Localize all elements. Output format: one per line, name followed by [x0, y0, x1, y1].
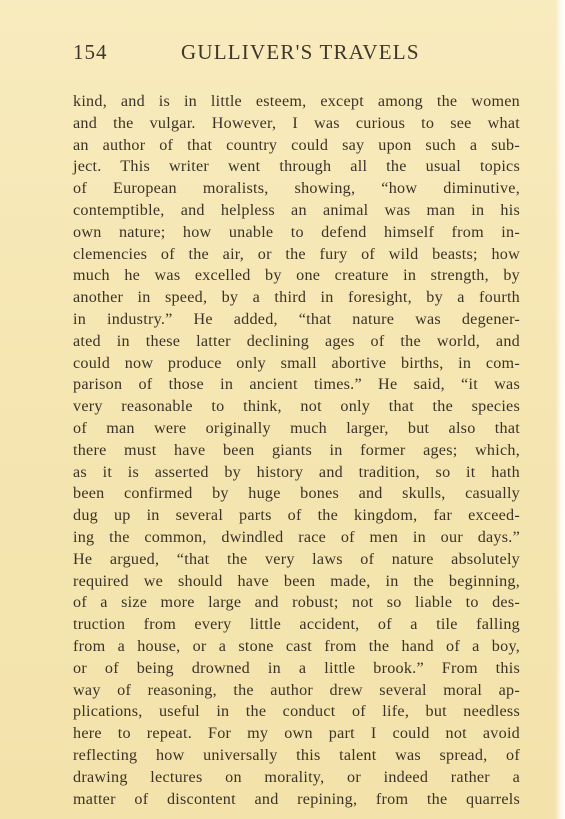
text-line: of a size more large and robust; not so liable to des-	[73, 594, 520, 612]
text-line: matter of discontent and repining, from the quarrels	[73, 790, 520, 808]
text-line: in industry.” He added, “that nature was degener-	[73, 310, 520, 328]
text-line: truction from every little accident, of a tile falling	[73, 616, 520, 634]
text-line: required we should have been made, in the beginning,	[73, 572, 520, 590]
running-title: GULLIVER'S TRAVELS	[181, 40, 420, 64]
text-line: way of reasoning, the author drew several moral ap-	[73, 681, 520, 699]
text-line: and the vulgar. However, I was curious to see what	[73, 114, 520, 132]
text-line: clemencies of the air, or the fury of wild beasts; how	[73, 245, 520, 263]
text-line: parison of those in ancient times.” He said, “it was	[73, 376, 520, 394]
text-line: another in speed, by a third in foresight, by a fourth	[73, 289, 520, 307]
text-line: could now produce only small abortive births, in com-	[73, 354, 520, 372]
text-line: plications, useful in the conduct of life, but needless	[73, 703, 520, 721]
text-line: contemptible, and helpless an animal was man in his	[73, 201, 520, 219]
text-line: He argued, “that the very laws of nature absolutely	[73, 550, 520, 568]
page-right-edge	[555, 0, 565, 819]
text-line: ing the common, dwindled race of men in our days.”	[73, 528, 520, 546]
text-line: here to repeat. For my own part I could not avoid	[73, 725, 520, 743]
text-line: ated in these latter declining ages of the world, and	[73, 332, 520, 350]
text-line: much he was excelled by one creature in strength, by	[73, 267, 520, 285]
text-line: or of being drowned in a little brook.” From this	[73, 659, 520, 677]
text-line: own nature; how unable to defend himself from in-	[73, 223, 520, 241]
page-header	[73, 40, 520, 68]
text-line: been confirmed by huge bones and skulls, casually	[73, 485, 520, 503]
text-line: drawing lectures on morality, or indeed rather a	[73, 768, 520, 786]
text-line: very reasonable to think, not only that the species	[73, 398, 520, 416]
page-number: 154	[73, 40, 108, 64]
text-line: an author of that country could say upon such a sub-	[73, 136, 520, 154]
text-line: dug up in several parts of the kingdom, far exceed-	[73, 507, 520, 525]
text-line: there must have been giants in former ages; which,	[73, 441, 520, 459]
page-body-text	[73, 91, 520, 810]
text-line: ject. This writer went through all the usual topics	[73, 158, 520, 176]
text-line: as it is asserted by history and tradition, so it hath	[73, 463, 520, 481]
text-line: from a house, or a stone cast from the hand of a boy,	[73, 637, 520, 655]
text-line: of man were originally much larger, but also that	[73, 419, 520, 437]
text-line: kind, and is in little esteem, except among the women	[73, 93, 520, 110]
text-line: reflecting how universally this talent was spread, of	[73, 746, 520, 764]
text-line: of European moralists, showing, “how diminutive,	[73, 180, 520, 198]
